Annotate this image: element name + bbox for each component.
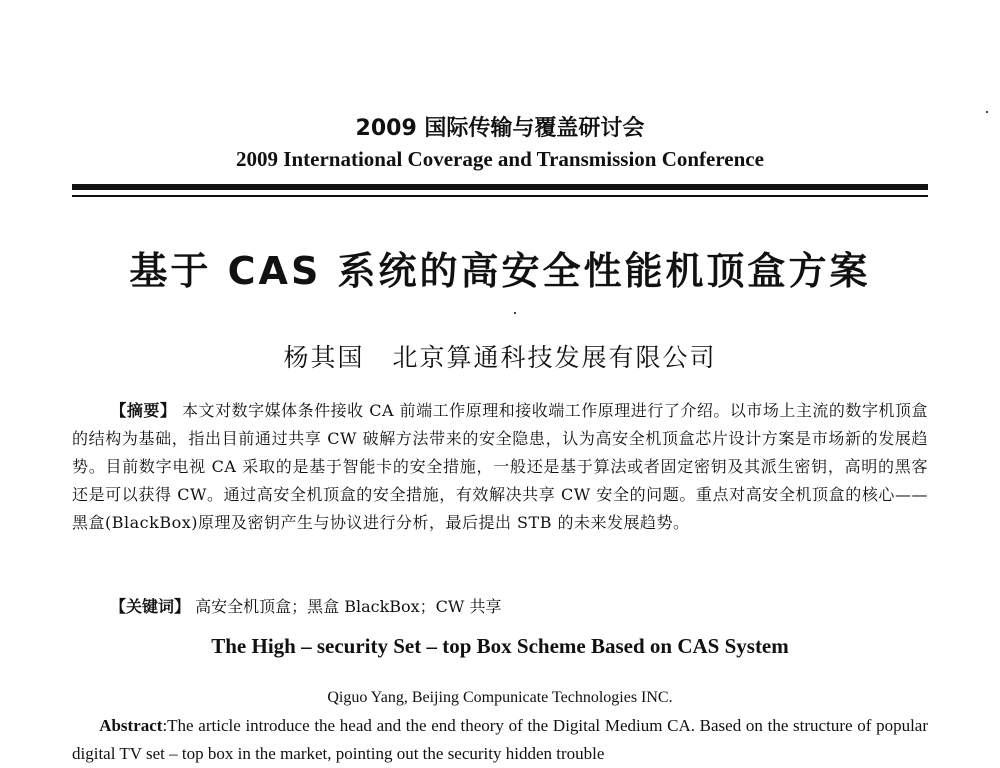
author-line-en: Qiguo Yang, Beijing Compunicate Technologies INC.	[327, 689, 673, 706]
paper-title-en: The High – security Set – top Box Scheme Based on CAS System	[211, 634, 789, 658]
affiliation-cn: 北京算通科技发展有限公司	[392, 343, 717, 372]
abstract-text-en: :The article introduce the head and the end theory of the Digital Medium CA. Based on the structure of popular digital TV set – top box in the market, pointing out the security hidden trouble	[72, 716, 928, 763]
paper-title-cn: 基于 CAS 系统的高安全性能机顶盒方案	[129, 249, 871, 293]
abstract-cn	[72, 397, 928, 537]
conference-title-en: 2009 International Coverage and Transmission Conference	[236, 147, 764, 171]
abstract-tag-en: Abstract	[99, 716, 163, 735]
header-rule-thick	[72, 184, 928, 190]
keywords-text-cn: 高安全机顶盒；黑盒 BlackBox；CW 共享	[195, 597, 502, 616]
header-rule-thin	[72, 195, 928, 197]
keywords-cn	[110, 593, 928, 621]
abstract-tag-cn: 【摘要】	[110, 401, 177, 420]
author-name-cn: 杨其国	[283, 343, 365, 372]
author-line-cn	[0, 338, 1000, 374]
conference-title-cn: 2009 国际传输与覆盖研讨会	[355, 116, 645, 141]
abstract-text-cn: 本文对数字媒体条件接收 CA 前端工作原理和接收端工作原理进行了介绍。以市场上主流的数字机顶盒的结构为基础，指出目前通过共享 CW 破解方法带来的安全隐患，认为高安全机顶盒芯片设计方案是市场新的发展趋势。目前数字电视 CA 采取的是基于智能卡的安全措施，一般还是基于算法或者固定密钥及其派生密钥，高明的黑客还是可以获得 CW。通过高安全机顶盒的安全措施，有效解决共享 CW 安全的问题。重点对高安全机顶盒的核心——黑盒(BlackBox)原理及密钥产生与协议进行分析，最后提出 STB 的未来发展趋势。	[72, 401, 928, 532]
scan-speck	[986, 111, 988, 113]
scan-speck	[514, 312, 516, 314]
keywords-tag-cn: 【关键词】	[110, 597, 191, 616]
